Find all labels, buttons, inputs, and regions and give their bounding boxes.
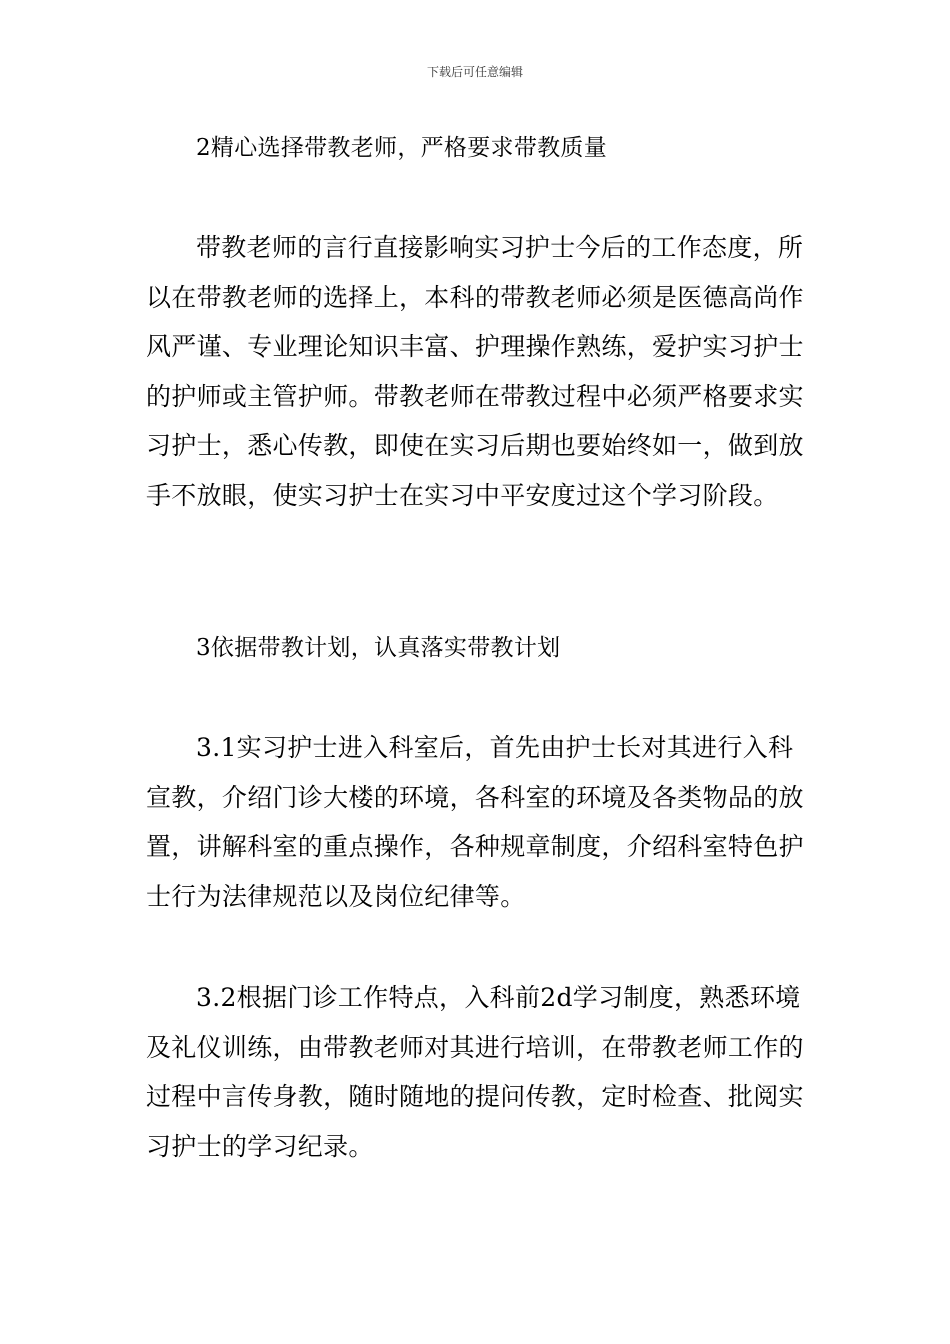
paragraph-3-2: 3.2根据门诊工作特点，入科前2d学习制度，熟悉环境及礼仪训练，由带教老师对其进行培训，在带教老师工作的过程中言传身教，随时随地的提问传教，定时检查、批阅实习护士的学习纪录。 (146, 983, 804, 1161)
page-header: 下载后可任意编辑 (426, 65, 523, 79)
paragraph-3-1: 3.1实习护士进入科室后，首先由护士长对其进行入科宣教，介绍门诊大楼的环境，各科室的环境及各类物品的放置，讲解科室的重点操作，各种规章制度，介绍科室特色护士行为法律规范以及岗位纪律等。 (146, 733, 804, 911)
section-heading-3: 3依据带教计划，认真落实带教计划 (196, 635, 561, 661)
paragraph-teacher-selection: 带教老师的言行直接影响实习护士今后的工作态度，所以在带教老师的选择上，本科的带教老师必须是医德高尚作风严谨、专业理论知识丰富、护理操作熟练，爱护实习护士的护师或主管护师。带教老师在带教过程中必须严格要求实习护士，悉心传教，即使在实习后期也要始终如一，做到放手不放眼，使实习护士在实习中平安度过这个学习阶段。 (146, 233, 804, 510)
section-heading-2: 2精心选择带教老师，严格要求带教质量 (196, 135, 608, 161)
